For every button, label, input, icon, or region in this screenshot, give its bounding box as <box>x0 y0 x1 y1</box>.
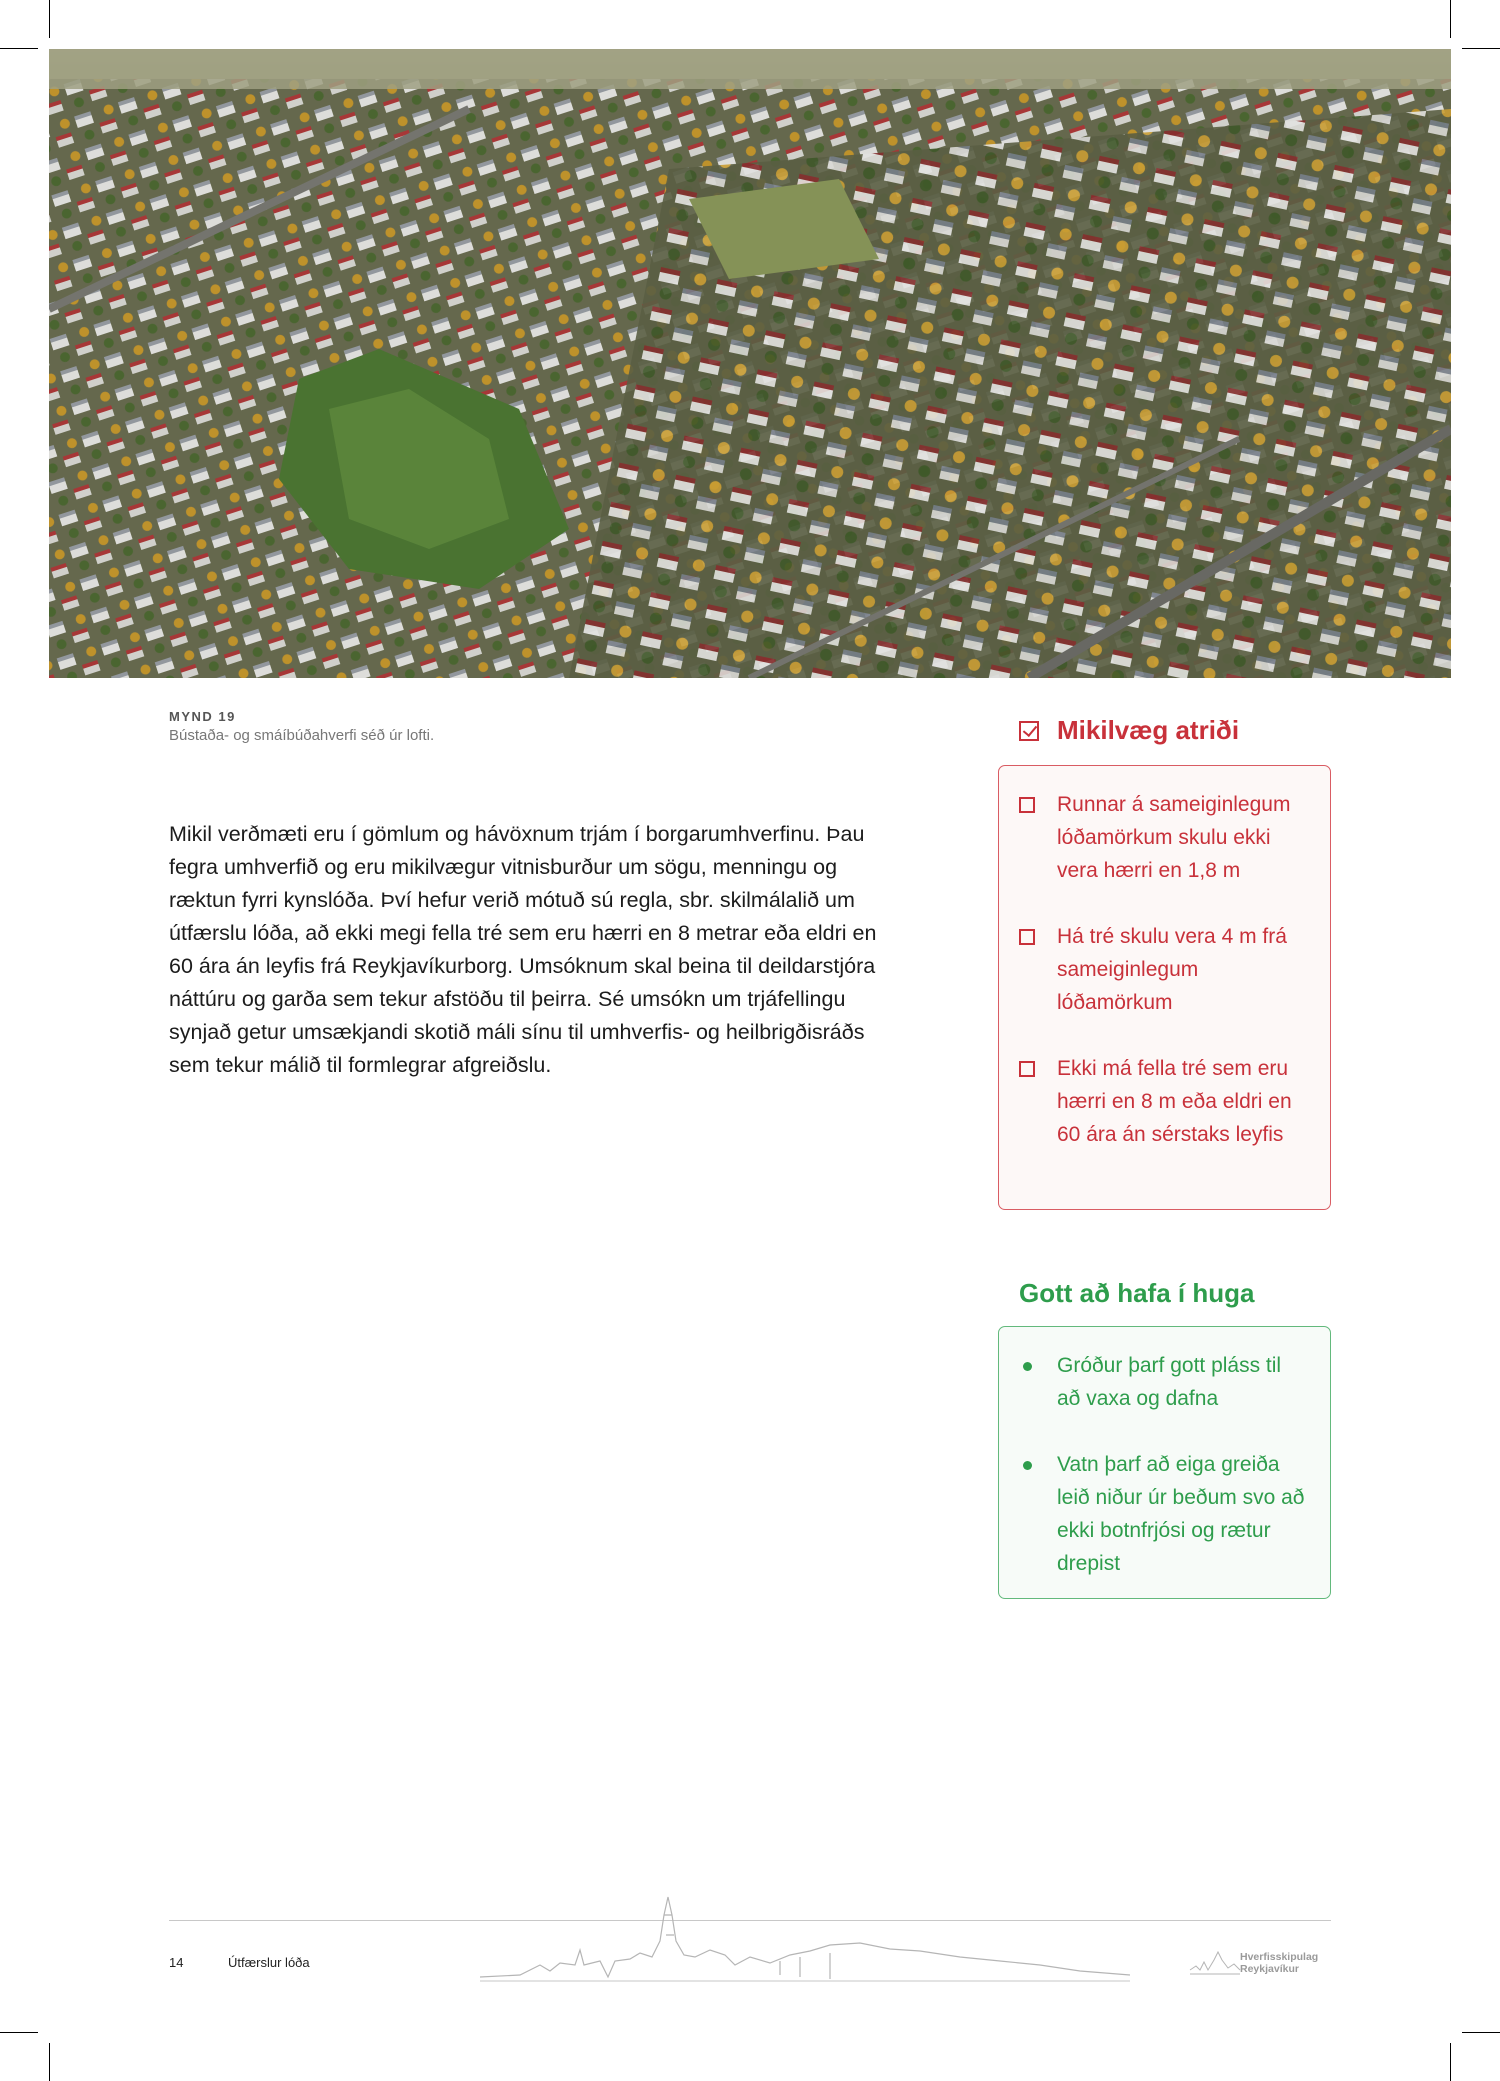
aerial-photo <box>49 49 1451 678</box>
figure-caption-text: Bústaða- og smáíbúðahverfi séð úr lofti. <box>169 727 435 744</box>
list-item <box>1019 1052 1310 1151</box>
list-item-text: Ekki má fella tré sem eru hærri en 8 m eða eldri en 60 ára án sérstaks leyfis <box>1057 1057 1292 1146</box>
crop-mark <box>49 0 50 38</box>
checkbox-checked-icon <box>1019 721 1039 741</box>
bullet-icon <box>1019 1448 1035 1481</box>
list-item-text: Há tré skulu vera 4 m frá sameiginlegum lóðamörkum <box>1057 925 1287 1014</box>
list-item <box>1019 1349 1310 1415</box>
footer-title: Útfærslur lóða <box>228 1955 310 1970</box>
list-item <box>1019 1448 1310 1580</box>
crop-mark <box>1450 2043 1451 2081</box>
list-item <box>1019 920 1310 1019</box>
list-item-text: Vatn þarf að eiga greiða leið niður úr beðum svo að ekki botnfrjósi og rætur drepist <box>1057 1453 1305 1575</box>
figure-caption <box>169 709 669 744</box>
bullet-icon <box>1019 1349 1035 1382</box>
keep-in-mind-title: Gott að hafa í huga <box>1019 1278 1255 1308</box>
logo <box>1188 1948 1338 1978</box>
body-paragraph: Mikil verðmæti eru í gömlum og hávöxnum trjám í borgarumhverfinu. Þau fegra umhverfið og eru mikilvægur vitnisburður um sögu, menningu og ræktun fyrri kynslóða. Því hefur verið mótuð sú regla, sbr. skilmálalið um útfærslu lóða, að ekki megi fella tré sem eru hærri en 8 metrar eða eldri en 60 ára án leyfis frá Reykjavíkurborg. Umsóknum skal beina til deildarstjóra náttúru og garða sem tekur afstöðu til þeirra. Sé umsókn um trjáfellingu synjað getur umsækjandi skotið máli sínu til umhverfis- og heilbrigðisráðs sem tekur málið til formlegrar afgreiðslu. <box>169 822 877 1077</box>
logo-line-2: Reykjavíkur <box>1240 1963 1299 1975</box>
keep-in-mind-box <box>998 1326 1331 1599</box>
skyline-illustration <box>480 1895 1130 1990</box>
checkbox-icon <box>1019 1061 1035 1077</box>
logo-line-1: Hverfisskipulag <box>1240 1951 1319 1963</box>
checkbox-icon <box>1019 929 1035 945</box>
page-number: 14 <box>169 1955 184 1970</box>
list-item-text: Runnar á sameiginlegum lóðamörkum skulu ekki vera hærri en 1,8 m <box>1057 793 1291 882</box>
list-item-text: Gróður þarf gott pláss til að vaxa og dafna <box>1057 1354 1282 1410</box>
figure-label: MYND 19 <box>169 709 236 724</box>
crop-mark <box>1450 0 1451 38</box>
list-item <box>1019 788 1310 887</box>
important-box <box>998 765 1331 1210</box>
logo-skyline-icon <box>1188 1948 1248 1978</box>
crop-mark <box>0 2032 38 2033</box>
checkbox-icon <box>1019 797 1035 813</box>
important-title <box>1019 715 1239 746</box>
crop-mark <box>1462 2032 1500 2033</box>
important-title-text: Mikilvæg atriði <box>1057 715 1240 745</box>
crop-mark <box>1462 48 1500 49</box>
logo-text <box>1240 1951 1318 1975</box>
crop-mark <box>49 2043 50 2081</box>
crop-mark <box>0 48 38 49</box>
